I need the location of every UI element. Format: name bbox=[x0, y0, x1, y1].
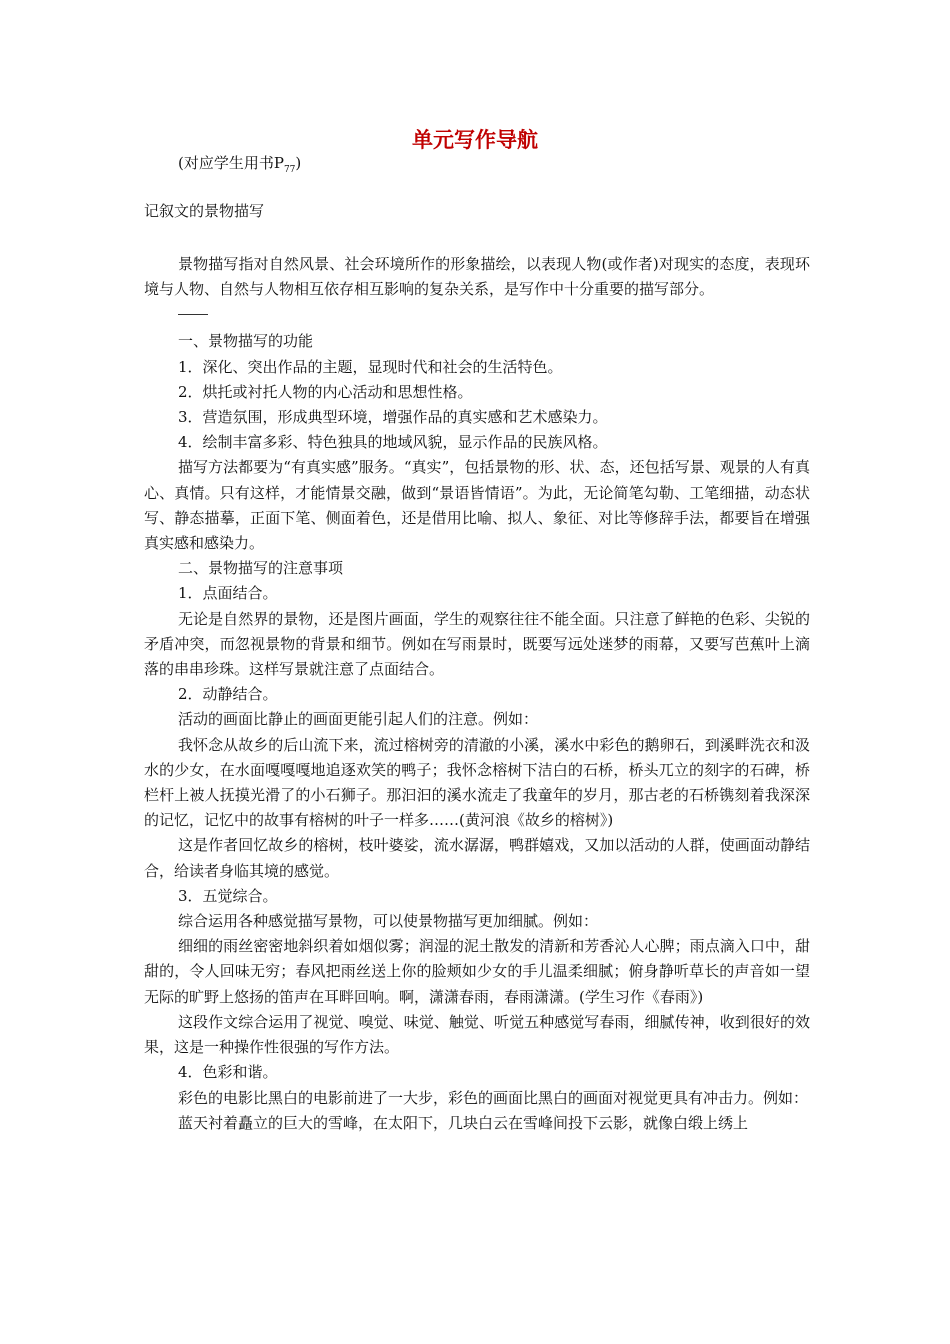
subheading: 1．点面结合。 bbox=[178, 584, 278, 603]
example-quote: 细细的雨丝密密地斜织着如烟似雾；润湿的泥土散发的清新和芳香沁人心脾；雨点滴入口中，甜甜的，令人回味无穷；春风把雨丝送上你的脸颊如少女的手儿温柔细腻；俯身静听草长的声音如一望无际的旷野上悠扬的笛声在耳畔回响。啊，潇潇春雨，春雨潇潇。(学生习作《春雨》) bbox=[144, 937, 810, 1006]
textbook-reference bbox=[178, 152, 301, 175]
list-item: 3．营造氛围，形成典型环境，增强作品的真实感和艺术感染力。 bbox=[178, 408, 608, 427]
subheading: 2．动静结合。 bbox=[178, 685, 278, 704]
reference-page-number: 77 bbox=[283, 165, 296, 175]
list-item: 1．深化、突出作品的主题，显现时代和社会的生活特色。 bbox=[178, 357, 563, 376]
intro-paragraph: 景物描写指对自然风景、社会环境所作的形象描绘，以表现人物(或作者)对现实的态度，表现环境与人物、自然与人物相互依存相互影响的复杂关系，是写作中十分重要的描写部分。 bbox=[144, 255, 810, 299]
list-item: 2．烘托或衬托人物的内心活动和思想性格。 bbox=[178, 382, 473, 401]
page-title: 单元写作导航 bbox=[412, 128, 538, 152]
reference-text: (对应学生用书P bbox=[178, 154, 284, 172]
example-quote: 蓝天衬着矗立的巨大的雪峰，在太阳下，几块白云在雪峰间投下云影，就像白缎上绣上 bbox=[178, 1113, 749, 1132]
reference-close: ) bbox=[295, 154, 302, 172]
paragraph: 综合运用各种感觉描写景物，可以使景物描写更加细腻。例如： bbox=[178, 912, 599, 931]
body-text bbox=[144, 252, 810, 1136]
example-quote: 我怀念从故乡的后山流下来，流过榕树旁的清澈的小溪，溪水中彩色的鹅卵石，到溪畔洗衣和汲水的少女，在水面嘎嘎嘎地追逐欢笑的鸭子；我怀念榕树下洁白的石桥，桥头兀立的刻字的石碑，桥栏杆上被人抚摸光滑了的小石狮子。那汩汩的溪水流走了我童年的岁月，那古老的石桥镌刻着我深深的记忆，记忆中的故事有榕树的叶子一样多……(黄河浪《故乡的榕树》) bbox=[144, 735, 810, 830]
heading-notes: 二、景物描写的注意事项 bbox=[178, 559, 344, 578]
heading-functions: 一、景物描写的功能 bbox=[178, 332, 314, 351]
paragraph: 活动的画面比静止的画面更能引起人们的注意。例如： bbox=[178, 710, 539, 729]
subheading: 3．五觉综合。 bbox=[178, 886, 278, 905]
paragraph: 这段作文综合运用了视觉、嗅觉、味觉、触觉、听觉五种感觉写春雨，细腻传神，收到很好的效果，这是一种操作性很强的写作方法。 bbox=[144, 1012, 810, 1057]
paragraph: 这是作者回忆故乡的榕树，枝叶婆娑，流水潺潺，鸭群嬉戏，又加以活动的人群，使画面动静结合，给读者身临其境的感觉。 bbox=[144, 836, 810, 880]
subheading: 4．色彩和谐。 bbox=[178, 1063, 278, 1082]
paragraph: 无论是自然界的景物，还是图片画面，学生的观察往往不能全面。只注意了鲜艳的色彩、尖锐的矛盾冲突，而忽视景物的背景和细节。例如在写雨景时，既要写远处迷梦的雨幕，又要写芭蕉叶上滴落的串串珍珠。这样写景就注意了点面结合。 bbox=[144, 609, 810, 679]
paragraph: 彩色的电影比黑白的电影前进了一大步，彩色的画面比黑白的画面对视觉更具有冲击力。例如： bbox=[178, 1088, 809, 1107]
section-heading: 记叙文的景物描写 bbox=[144, 202, 265, 220]
dash-divider bbox=[178, 302, 810, 327]
list-item: 4．绘制丰富多彩、特色独具的地域风貌，显示作品的民族风格。 bbox=[178, 433, 608, 452]
paragraph: 描写方法都要为“有真实感”服务。“真实”，包括景物的形、状、态，还包括写景、观景的人有真心、真情。只有这样，才能情景交融，做到“景语皆情语”。为此，无论简笔勾勒、工笔细描，动态状写、静态描摹，正面下笔、侧面着色，还是借用比喻、拟人、象征、对比等修辞手法，都要旨在增强真实感和感染力。 bbox=[144, 458, 810, 553]
